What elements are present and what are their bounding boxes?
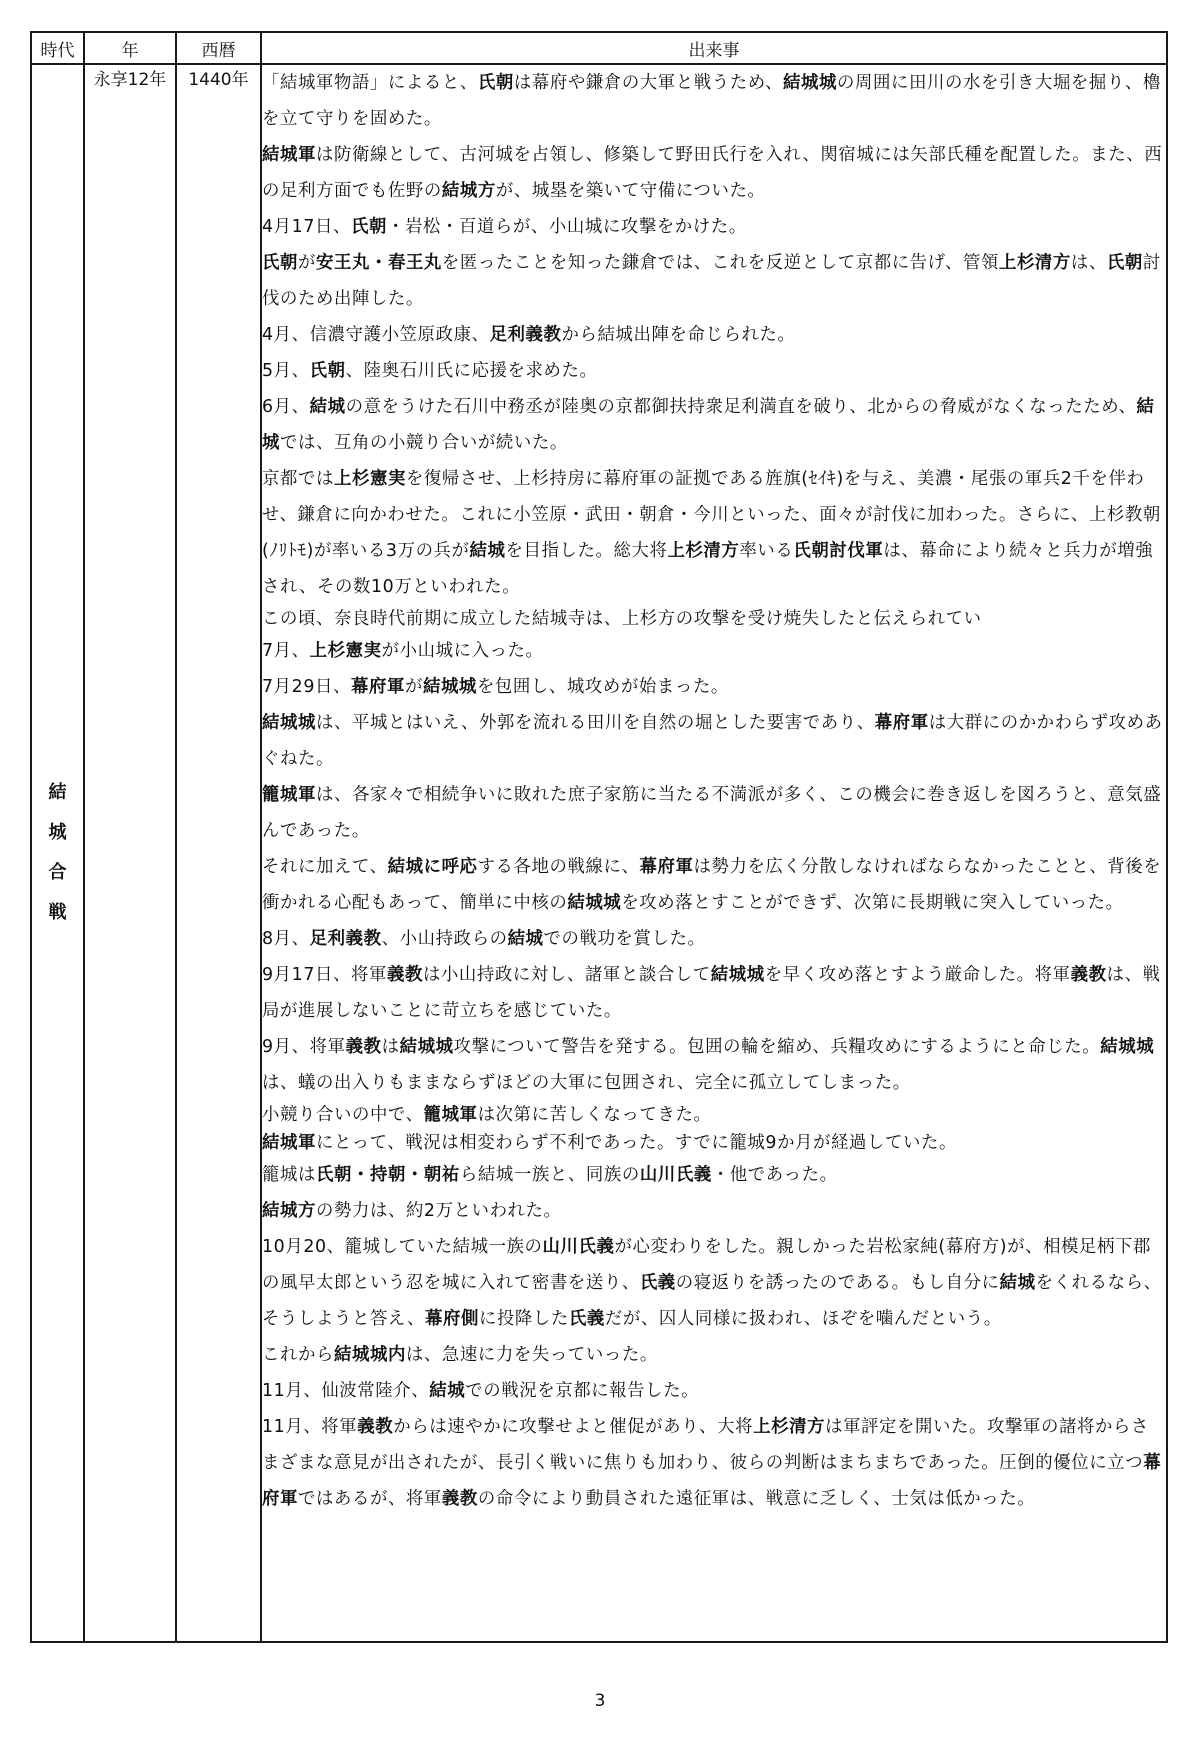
event-text: の命令により動員された遠征軍は、戦意に乏しく、士気は低かった。 bbox=[477, 1489, 1036, 1509]
event-text: この頃、奈良時代前期に成立した結城寺は、上杉方の攻撃を受け焼失したと伝えられてい bbox=[262, 609, 982, 629]
event-text: 9月17日、将軍 bbox=[262, 965, 387, 985]
event-entry bbox=[262, 245, 1166, 317]
events-list bbox=[262, 65, 1166, 1517]
event-text: を包囲し、城攻めが始まった。 bbox=[476, 677, 729, 697]
event-entry bbox=[262, 849, 1166, 921]
event-text: は次第に苦しくなってきた。 bbox=[477, 1105, 712, 1125]
event-text: それに加えて、 bbox=[262, 857, 388, 877]
event-text: での戦功を賞した。 bbox=[543, 929, 706, 949]
event-emphasis: 幕府側 bbox=[424, 1309, 479, 1329]
event-text: 攻撃について警告を発する。包囲の輪を縮め、兵糧攻めにするようにと命じた。 bbox=[453, 1037, 1101, 1057]
event-emphasis: 上杉憲実 bbox=[333, 469, 406, 489]
event-emphasis: 氏朝討伐軍 bbox=[793, 541, 884, 561]
chronology-table bbox=[30, 31, 1168, 1643]
event-emphasis: 氏義 bbox=[639, 1273, 676, 1293]
event-text: は小山持政に対し、諸軍と談合して bbox=[422, 965, 711, 985]
event-text: ら結城一族と、同族の bbox=[459, 1165, 640, 1185]
event-emphasis: 上杉清方 bbox=[753, 1417, 826, 1437]
event-emphasis: 結城 bbox=[999, 1273, 1036, 1293]
event-entry bbox=[262, 461, 1166, 605]
event-text: は大群にのかかわらず攻めあぐねた。 bbox=[262, 713, 1163, 769]
event-emphasis: 幕府軍 bbox=[874, 713, 929, 733]
event-text: 4月17日、 bbox=[262, 217, 351, 237]
event-text: が bbox=[297, 253, 316, 273]
event-emphasis: 義教 bbox=[357, 1417, 394, 1437]
event-emphasis: 籠城軍 bbox=[423, 1105, 478, 1125]
event-emphasis: 結城 bbox=[507, 929, 544, 949]
event-text: 9月、将軍 bbox=[262, 1037, 346, 1057]
event-text: 8月、 bbox=[262, 929, 310, 949]
event-emphasis: 幕府軍 bbox=[262, 1453, 1162, 1509]
event-text: 率いる bbox=[739, 541, 794, 561]
year-cell: 永享12年 bbox=[84, 64, 176, 1642]
ad-cell: 1440年 bbox=[176, 64, 261, 1642]
event-entry bbox=[262, 353, 1166, 389]
event-entry bbox=[262, 65, 1166, 137]
event-emphasis: 氏朝 bbox=[477, 73, 514, 93]
event-emphasis: 安王丸・春王丸 bbox=[315, 253, 442, 273]
event-entry bbox=[262, 777, 1166, 849]
event-entry bbox=[262, 1373, 1166, 1409]
event-text: 「結城軍物語」によると、 bbox=[262, 73, 478, 93]
event-text: ・他であった。 bbox=[711, 1165, 838, 1185]
event-text: 7月29日、 bbox=[262, 677, 351, 697]
event-emphasis: 結城に呼応 bbox=[387, 857, 478, 877]
event-text: 、陸奥石川氏に応援を求めた。 bbox=[345, 361, 598, 381]
event-entry bbox=[262, 957, 1166, 1029]
event-emphasis: 結城城内 bbox=[333, 1345, 406, 1365]
event-text: 京都では bbox=[262, 469, 334, 489]
event-text: 6月、 bbox=[262, 397, 310, 417]
event-text: からは速やかに攻撃せよと催促があり、大将 bbox=[393, 1417, 754, 1437]
era-label: 結城合戦 bbox=[48, 782, 67, 923]
event-emphasis: 結城城 bbox=[399, 1037, 454, 1057]
table-header-row bbox=[31, 32, 1167, 64]
event-text: に投降した bbox=[478, 1309, 569, 1329]
event-text: を目指した。総大将 bbox=[505, 541, 668, 561]
event-emphasis: 結城方 bbox=[441, 181, 496, 201]
event-emphasis: 足利義教 bbox=[489, 325, 562, 345]
event-text: 籠城は bbox=[262, 1165, 316, 1185]
event-text: 、小山持政らの bbox=[381, 929, 508, 949]
era-cell bbox=[31, 64, 84, 1642]
event-emphasis: 結城軍 bbox=[262, 145, 316, 165]
event-emphasis: 上杉清方 bbox=[667, 541, 740, 561]
event-text: する各地の戦線に、 bbox=[477, 857, 640, 877]
event-entry bbox=[262, 1101, 1166, 1129]
event-emphasis: 結城 bbox=[309, 397, 346, 417]
event-text: は、急速に力を失っていった。 bbox=[405, 1345, 658, 1365]
event-emphasis: 結城 bbox=[262, 397, 1155, 453]
event-text: は軍評定を開いた。攻撃軍の諸将からさまざまな意見が出されたが、長引く戦いに焦りも加わり、彼らの判断はまちまちであった。圧倒的優位に立つ bbox=[262, 1417, 1149, 1473]
event-text: を早く攻め落とすよう厳命した。将軍 bbox=[764, 965, 1071, 985]
event-entry bbox=[262, 705, 1166, 777]
event-emphasis: 結城城 bbox=[422, 677, 477, 697]
event-text: の勢力は、約2万といわれた。 bbox=[315, 1201, 562, 1221]
header-year: 年 bbox=[84, 32, 176, 64]
event-text: ・岩松・百道らが、小山城に攻撃をかけた。 bbox=[386, 217, 747, 237]
event-emphasis: 結城城 bbox=[567, 893, 622, 913]
event-emphasis: 結城方 bbox=[262, 1201, 316, 1221]
event-text: 5月、 bbox=[262, 361, 310, 381]
event-text: の意をうけた石川中務丞が陸奥の京都御扶持衆足利満直を破り、北からの脅威がなくなったため、 bbox=[345, 397, 1137, 417]
page-number: 3 bbox=[594, 1691, 606, 1711]
header-era: 時代 bbox=[31, 32, 84, 64]
event-emphasis: 幕府軍 bbox=[350, 677, 405, 697]
event-emphasis: 氏朝 bbox=[309, 361, 346, 381]
event-emphasis: 幕府軍 bbox=[639, 857, 694, 877]
event-entry bbox=[262, 137, 1166, 209]
event-text: の寝返りを誘ったのである。もし自分に bbox=[675, 1273, 1000, 1293]
event-emphasis: 結城 bbox=[469, 541, 506, 561]
event-emphasis: 籠城軍 bbox=[262, 785, 316, 805]
event-emphasis: 氏朝 bbox=[1106, 253, 1143, 273]
event-text: をくれるなら、そうしようと答え、 bbox=[262, 1273, 1162, 1329]
event-entry bbox=[262, 1229, 1166, 1337]
event-text: は幕府や鎌倉の大軍と戦うため、 bbox=[513, 73, 784, 93]
event-emphasis: 結城城 bbox=[1100, 1037, 1155, 1057]
event-emphasis: 結城 bbox=[429, 1381, 466, 1401]
event-entry bbox=[262, 1029, 1166, 1101]
event-text: での戦況を京都に報告した。 bbox=[465, 1381, 700, 1401]
event-text: は、各家々で相続争いに敗れた庶子家筋に当たる不満派が多く、この機会に巻き返しを図ろうと、意気盛んであった。 bbox=[262, 785, 1162, 841]
header-events: 出来事 bbox=[261, 32, 1167, 64]
event-emphasis: 義教 bbox=[386, 965, 423, 985]
event-text: は bbox=[381, 1037, 400, 1057]
event-text: は、幕命により続々と兵力が増強され、その数10万といわれた。 bbox=[262, 541, 1154, 597]
event-emphasis: 結城城 bbox=[710, 965, 765, 985]
event-emphasis: 結城軍 bbox=[262, 1133, 316, 1153]
event-text: 11月、将軍 bbox=[262, 1417, 358, 1437]
event-text: から結城出陣を命じられた。 bbox=[561, 325, 796, 345]
event-entry bbox=[262, 1157, 1166, 1193]
event-text: 11月、仙波常陸介、 bbox=[262, 1381, 430, 1401]
event-emphasis: 氏朝 bbox=[350, 217, 387, 237]
event-emphasis: 義教 bbox=[441, 1489, 478, 1509]
event-text: 討伐のため出陣した。 bbox=[262, 253, 1161, 309]
event-emphasis: 氏義 bbox=[568, 1309, 605, 1329]
event-emphasis: 結城城 bbox=[783, 73, 838, 93]
event-entry bbox=[262, 633, 1166, 669]
event-emphasis: 氏朝・持朝・朝祐 bbox=[315, 1165, 460, 1185]
event-entry bbox=[262, 669, 1166, 705]
event-text: は防衛線として、古河城を占領し、修築して野田氏行を入れ、関宿城には矢部氏種を配置した。また、西の足利方面でも佐野の bbox=[262, 145, 1163, 201]
events-cell bbox=[261, 64, 1167, 1642]
header-ad: 西暦 bbox=[176, 32, 261, 64]
event-text: を復帰させ、上杉持房に幕府軍の証拠である旌旗(ｾｲｷ)を与え、美濃・尾張の軍兵2千を伴わせ、鎌倉に向かわせた。これに小笠原・武田・朝倉・今川といった、面々が討伐に加わった。さらに、上杉教朝(ﾉﾘﾄﾓ)が率いる3万の兵が bbox=[262, 469, 1161, 561]
event-text: は勢力を広く分散しなければならなかったことと、背後を衝かれる心配もあって、簡単に中核の bbox=[262, 857, 1162, 913]
event-entry bbox=[262, 605, 1166, 633]
event-text: は、蟻の出入りもままならずほどの大軍に包囲され、完全に孤立してしまった。 bbox=[262, 1073, 911, 1093]
event-entry bbox=[262, 1337, 1166, 1373]
table-row bbox=[31, 64, 1167, 1642]
event-entry bbox=[262, 317, 1166, 353]
event-text: を匿ったことを知った鎌倉では、これを反逆として京都に告げ、管領 bbox=[441, 253, 999, 273]
event-text: の周囲に田川の水を引き大堀を掘り、櫓を立て守りを固めた。 bbox=[262, 73, 1161, 129]
event-text: が小山城に入った。 bbox=[381, 641, 544, 661]
event-emphasis: 山川氏義 bbox=[542, 1237, 615, 1257]
event-emphasis: 足利義教 bbox=[309, 929, 382, 949]
event-text: 小競り合いの中で、 bbox=[262, 1105, 424, 1125]
event-text: を攻め落とすことができず、次第に長期戦に突入していった。 bbox=[621, 893, 1124, 913]
event-text: 4月、信濃守護小笠原政康、 bbox=[262, 325, 490, 345]
event-emphasis: 義教 bbox=[345, 1037, 382, 1057]
event-text: が、城塁を築いて守備についた。 bbox=[495, 181, 766, 201]
event-entry bbox=[262, 1129, 1166, 1157]
event-emphasis: 山川氏義 bbox=[639, 1165, 712, 1185]
event-entry bbox=[262, 389, 1166, 461]
event-emphasis: 上杉清方 bbox=[998, 253, 1071, 273]
event-text: にとって、戦況は相変わらず不利であった。すでに籠城9か月が経過していた。 bbox=[315, 1133, 957, 1153]
event-entry bbox=[262, 1409, 1166, 1517]
event-entry bbox=[262, 921, 1166, 957]
event-text: では、互角の小競り合いが続いた。 bbox=[280, 433, 568, 453]
event-text: ではあるが、将軍 bbox=[297, 1489, 442, 1509]
event-text: 10月20、籠城していた結城一族の bbox=[262, 1237, 543, 1257]
event-emphasis: 義教 bbox=[1070, 965, 1107, 985]
event-text: は、平城とはいえ、外郭を流れる田川を自然の堀とした要害であり、 bbox=[315, 713, 875, 733]
event-entry bbox=[262, 1193, 1166, 1229]
event-text: は、戦局が進展しないことに苛立ちを感じていた。 bbox=[262, 965, 1161, 1021]
event-text: は、 bbox=[1070, 253, 1107, 273]
event-text: が心変わりをした。親しかった岩松家純(幕府方)が、相模足柄下郡の風早太郎という忍を城に入れて密書を送り、 bbox=[262, 1237, 1152, 1293]
event-text: これから bbox=[262, 1345, 334, 1365]
event-text: だが、囚人同様に扱われ、ほぞを噛んだという。 bbox=[604, 1309, 1002, 1329]
event-text: が bbox=[404, 677, 423, 697]
event-emphasis: 結城城 bbox=[262, 713, 316, 733]
event-text: 7月、 bbox=[262, 641, 310, 661]
event-emphasis: 氏朝 bbox=[262, 253, 298, 273]
event-entry bbox=[262, 209, 1166, 245]
event-emphasis: 上杉憲実 bbox=[309, 641, 382, 661]
